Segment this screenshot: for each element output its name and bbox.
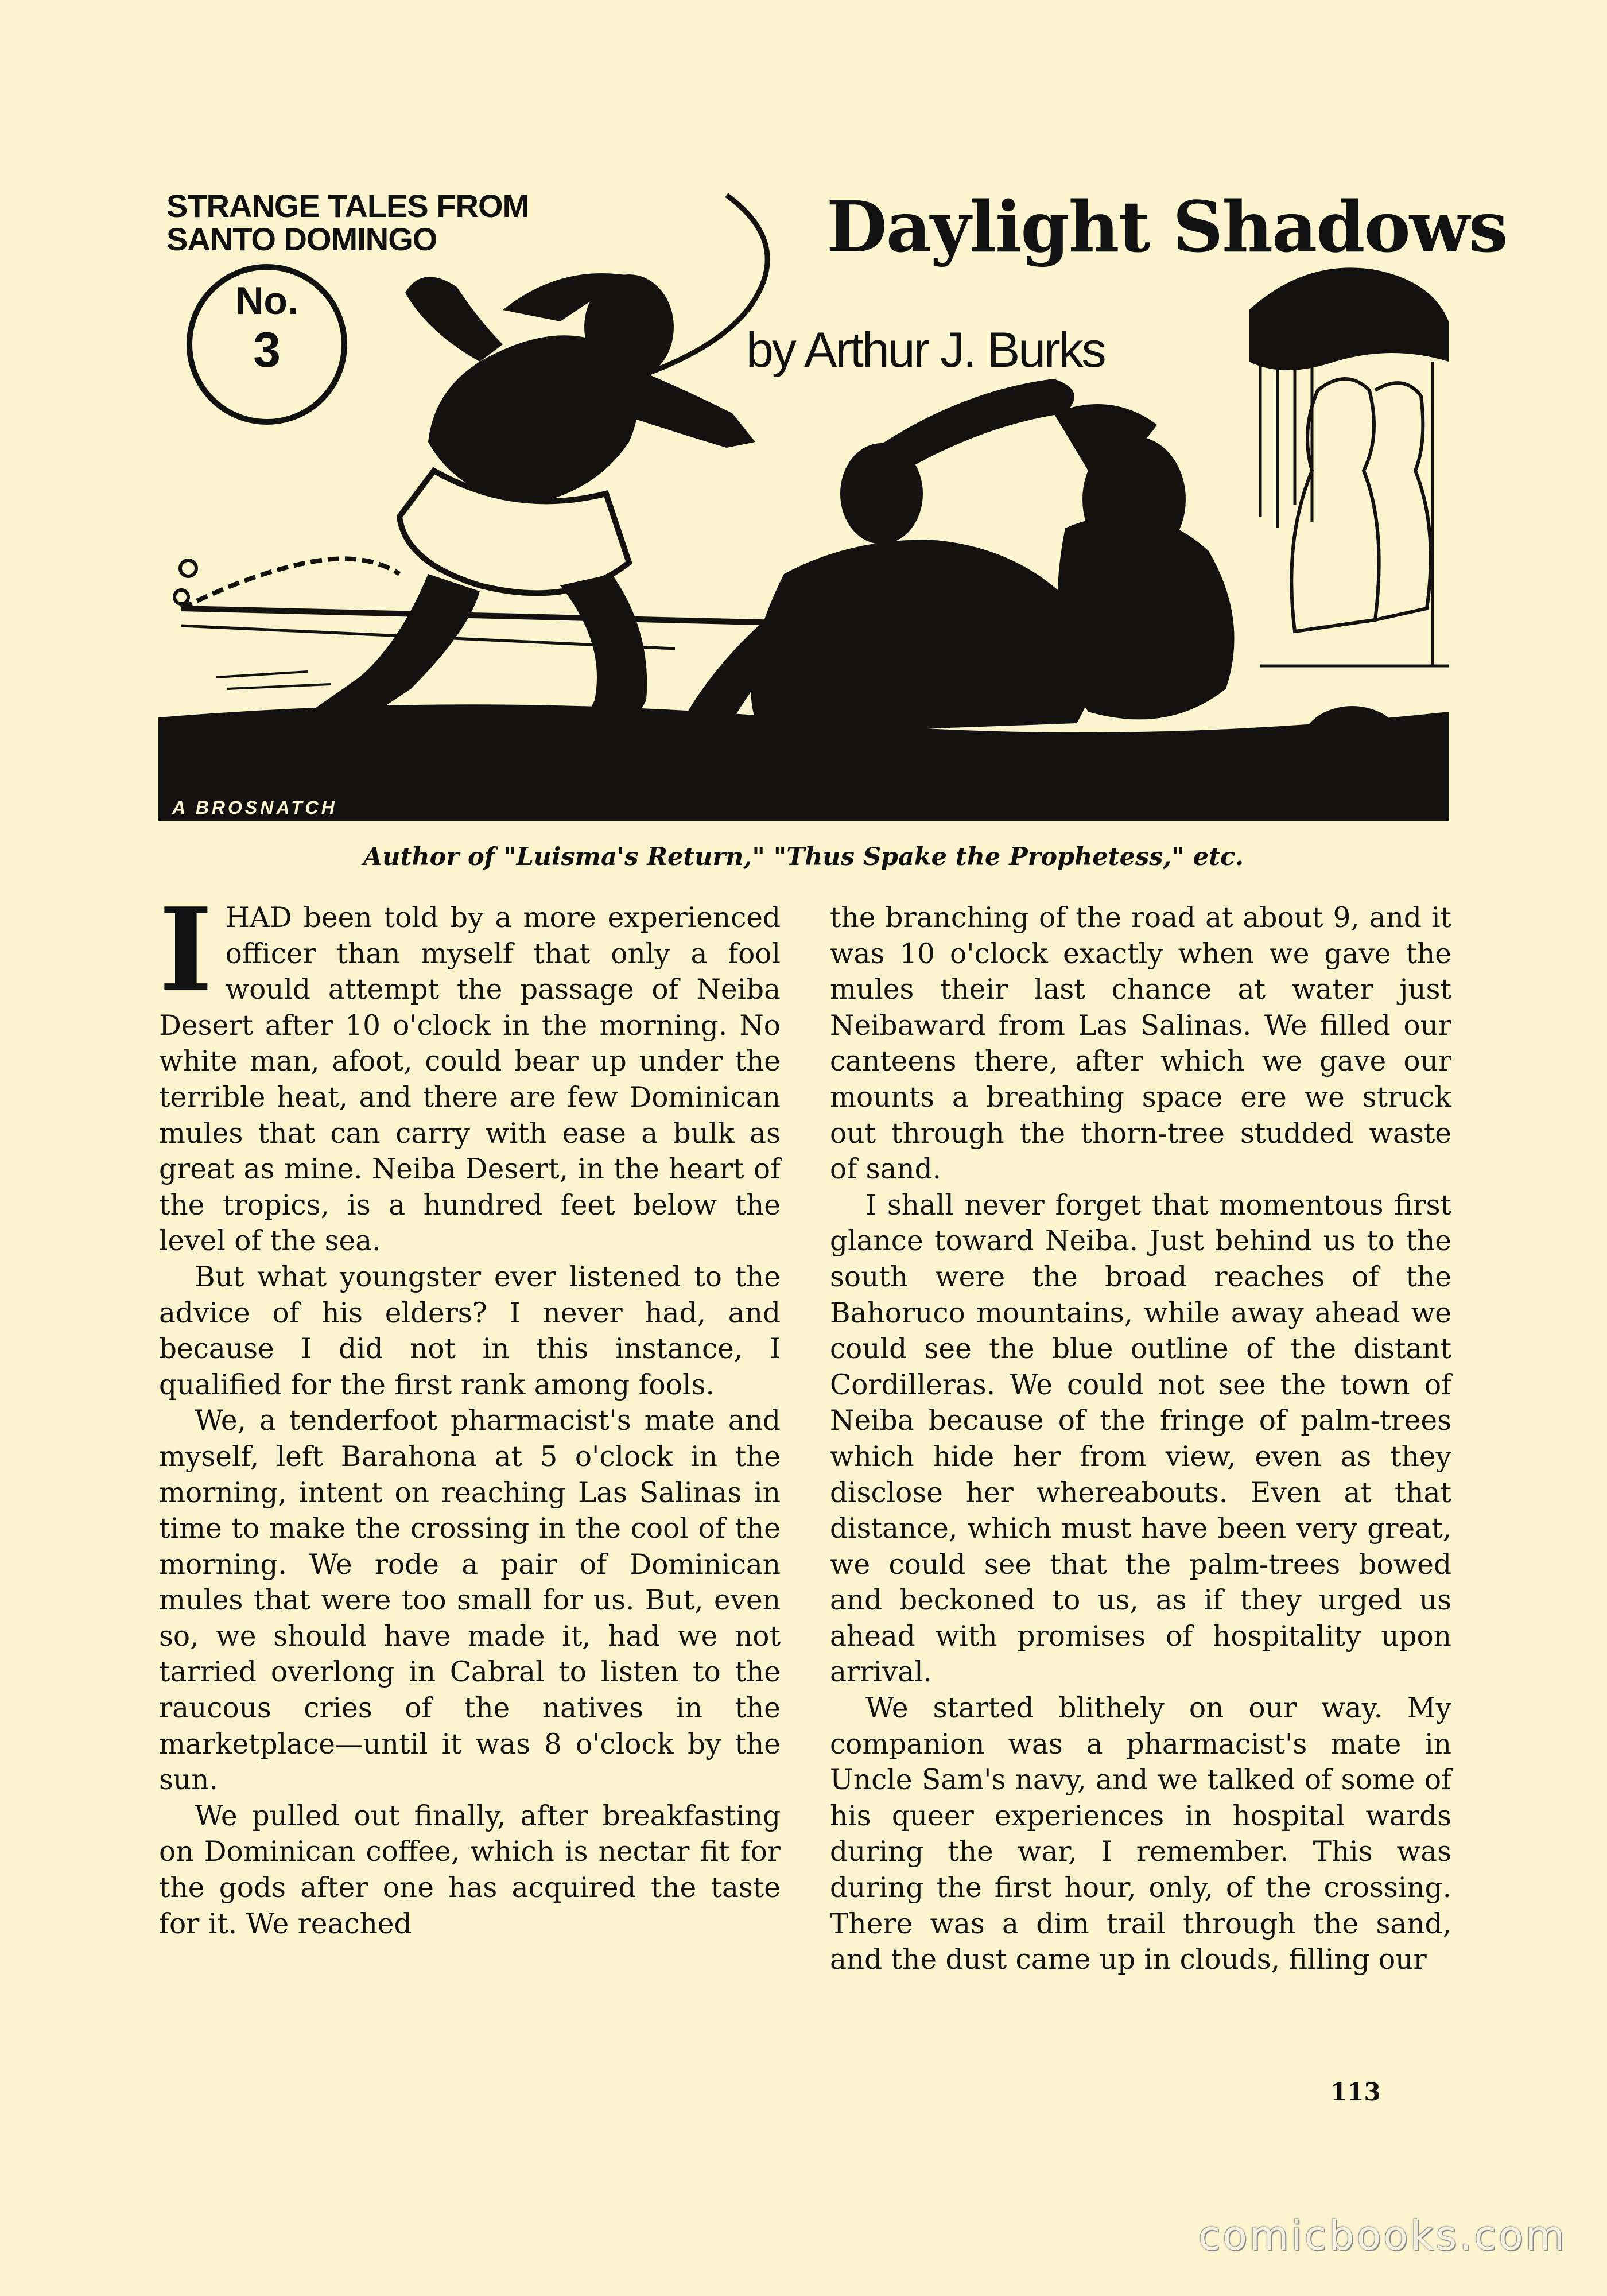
paragraph: We pulled out finally, after breakfasting on Dominican coffee, which is nectar fit for the gods after one has acquired the taste for it. We reached [159,1799,781,1940]
series-title-line-1: STRANGE TALES FROM [166,188,529,224]
paragraph: But what youngster ever listened to the advice of his elders? I never had, and because I did not in this instance, I qualified for the first rank among fools. [159,1261,781,1401]
left-column [159,883,781,1942]
byline: by Arthur J. Burks [746,323,1105,378]
author-caption: Author of "Luisma's Return," "Thus Spake the Prophetess," etc. [363,843,1244,871]
artist-credit: A BROSNATCH [172,797,337,818]
paragraph: I shall never forget that momentous first glance toward Neiba. Just behind us to the south were the broad reaches of the Bahoruco mountains, while away ahead we could see the blue outline of the distant Cordilleras. We could not see the town of Neiba because of the fringe of palm-trees which hide her from view, even as they disclose her whereabouts. Even at that distance, which must have been very great, we could see that the palm-trees bowed and beckoned to us, as if they urged us ahead with promises of hospitality upon arrival. [830,1189,1451,1689]
page-number: 113 [1330,2078,1381,2106]
series-title-line-2: SANTO DOMINGO [166,221,437,257]
issue-number-label: No. [235,279,298,323]
issue-number: 3 [253,323,281,378]
paragraph: the branching of the road at about 9, and it was 10 o'clock exactly when we gave the mules their last chance at water just Neibaward from Las Salinas. We filled our canteens there, after which we gave our mounts a breathing space ere we struck out through the thorn-tree studded waste of sand. [830,902,1451,1186]
right-column [830,900,1451,1978]
paragraph: We, a tenderfoot pharmacist's mate and myself, left Barahona at 5 o'clock in the morning, intent on reaching Las Salinas in time to make the crossing in the cool of the morning. We rode a pair of Dominican mules that were too small for us. But, even so, we should have made it, had we not tarried overlong in Cabral to listen to the raucous cries of the natives in the marketplace—until it was 8 o'clock by the sun. [159,1405,781,1797]
story-title: Daylight Shadows [826,185,1507,268]
paragraph [159,883,781,1259]
drop-cap: I [159,883,213,1018]
watermark: comicbooks.com [1198,2212,1567,2259]
paragraph: We started blithely on our way. My companion was a pharmacist's mate in Uncle Sam's navy, and we talked of some of his queer experiences in hospital wards during the war, I remember. This was during the first hour, only, of the crossing. There was a dim trail through the sand, and the dust came up in clouds, filling our [830,1692,1451,1976]
paragraph-text: HAD been told by a more experienced officer than myself that only a fool would attempt the passage of Neiba Desert after 10 o'clock in the morning. No white man, afoot, could bear up under the terrible heat, and there are few Dominican mules that can carry with ease a bulk as great as mine. Neiba Desert, in the heart of the tropics, is a hundred feet below the level of the sea. [159,902,781,1258]
issue-number-badge [187,264,347,425]
series-title [166,189,529,256]
